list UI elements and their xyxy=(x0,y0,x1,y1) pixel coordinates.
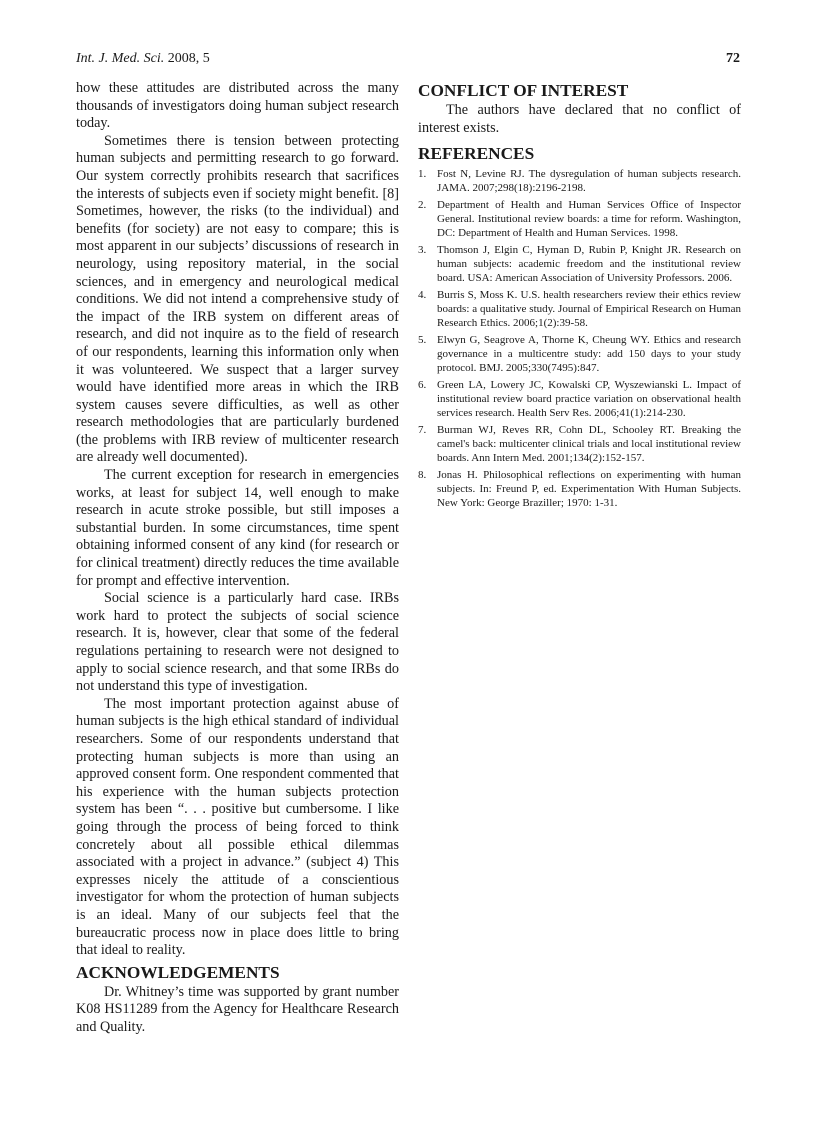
reference-item xyxy=(418,333,741,376)
conflict-of-interest-heading: CONFLICT OF INTEREST xyxy=(418,81,629,100)
right-column xyxy=(418,80,741,513)
reference-item xyxy=(418,378,741,421)
left-column xyxy=(76,80,399,1036)
acknowledgements-heading: ACKNOWLEDGEMENTS xyxy=(76,962,280,982)
reference-text: Burris S, Moss K. U.S. health researchers review their ethics review boards: a qualitative study. Journal of Empirical Research on Human Research Ethics. 2006;1(2):39-58. xyxy=(437,288,741,330)
journal-year-volume: 2008, 5 xyxy=(167,51,210,66)
reference-number: 8. xyxy=(418,468,427,481)
page-number: 72 xyxy=(726,51,740,66)
reference-list xyxy=(418,167,741,510)
body-paragraph: Sometimes there is tension between protecting human subjects and permitting research to go forward. Our system correctly prohibits research that sacrifices the interests of subjects even if society might benefit. [8] Sometimes, however, the risks (to the individual) and benefits (for society) are not easy to compare; this is most apparent in our subjects’ discussions of research in neurology, using repository material, in the social sciences, and in emergency and neurological medical conditions. We did not intend a comprehensive study of the impact of the IRB system on different areas of research, and did not inquire as to the field of research of our respondents, learning this information only when it was volunteered. We suspect that a larger survey would have identified more areas in which the IRB system causes severe difficulties, as well as other research methodologies that are particularly burdened (the problems with IRB review of multicenter research are already well documented). xyxy=(76,132,399,466)
reference-item xyxy=(418,243,741,286)
reference-number: 2. xyxy=(418,198,427,211)
body-paragraph: Social science is a particularly hard case. IRBs work hard to protect the subjects of social science research. It is, however, clear that some of the federal regulations pertaining to research were not designed to apply to social science research, and that some IRBs do not understand this type of investigation. xyxy=(76,590,399,695)
body-paragraph: The most important protection against abuse of human subjects is the high ethical standard of individual researchers. Some of our respondents understand that protecting human subjects is more than using an approved consent form. One respondent commented that his experience with the human subjects protection system has been “. . . positive but cumbersome. I like going through the process of being forced to think concretely about all possible ethical dilemmas associated with a project in advance.” (subject 4) This expresses nicely the attitude of a conscientious investigator for whom the protection of human subjects is an ideal. Many of our subjects feel that the bureaucratic process now in place does little to bring that ideal to reality. xyxy=(76,695,399,959)
acknowledgements-text: Dr. Whitney’s time was supported by grant number K08 HS11289 from the Agency for Healthcare Research and Quality. xyxy=(76,983,399,1035)
reference-item xyxy=(418,198,741,241)
journal-name: Int. J. Med. Sci. xyxy=(76,51,165,66)
body-paragraph: The current exception for research in emergencies works, at least for subject 14, well enough to make research in acute stroke possible, but still imposes a substantial burden. In some circumstances, time spent obtaining informed consent of any kind (for research or for clinical treatment) directly reduces the time available for prompt and effective intervention. xyxy=(76,467,399,589)
reference-text: Department of Health and Human Services Office of Inspector General. Institutional review boards: a time for reform. Washington, DC: Department of Health and Human Services. 1998. xyxy=(437,198,741,240)
reference-text: Green LA, Lowery JC, Kowalski CP, Wyszewianski L. Impact of institutional review board practice variation on observational health services research. Health Serv Res. 2006;41(1):214-230. xyxy=(437,378,741,420)
reference-item xyxy=(418,288,741,331)
running-header xyxy=(76,51,210,67)
reference-number: 4. xyxy=(418,288,427,301)
reference-text: Elwyn G, Seagrove A, Thorne K, Cheung WY. Ethics and research governance in a multicentre study: add 150 days to your study protocol. BMJ. 2005;330(7495):847. xyxy=(437,333,741,375)
reference-number: 3. xyxy=(418,243,427,256)
reference-number: 5. xyxy=(418,333,427,346)
body-paragraph: how these attitudes are distributed across the many thousands of investigators doing human subject research today. xyxy=(76,80,399,132)
reference-text: Burman WJ, Reves RR, Cohn DL, Schooley RT. Breaking the camel's back: multicenter clinical trials and local institutional review boards. Ann Intern Med. 2001;134(2):152-157. xyxy=(437,423,741,465)
reference-number: 6. xyxy=(418,378,427,391)
reference-number: 7. xyxy=(418,423,427,436)
reference-item xyxy=(418,167,741,195)
reference-item xyxy=(418,468,741,511)
conflict-of-interest-text: The authors have declared that no conflict of interest exists. xyxy=(418,102,741,136)
reference-text: Thomson J, Elgin C, Hyman D, Rubin P, Knight JR. Research on human subjects: academic freedom and the institutional review board. USA: American Association of University Professors. 2006. xyxy=(437,243,741,285)
reference-text: Fost N, Levine RJ. The dysregulation of human subjects research. JAMA. 2007;298(18):2196-2198. xyxy=(437,168,741,195)
reference-text: Jonas H. Philosophical reflections on experimenting with human subjects. In: Freund P, ed. Experimentation With Human Subjects. New York: George Braziller; 1970: 1-31. xyxy=(437,468,741,510)
reference-item xyxy=(418,423,741,466)
reference-number: 1. xyxy=(418,168,427,181)
references-heading: REFERENCES xyxy=(418,144,535,164)
